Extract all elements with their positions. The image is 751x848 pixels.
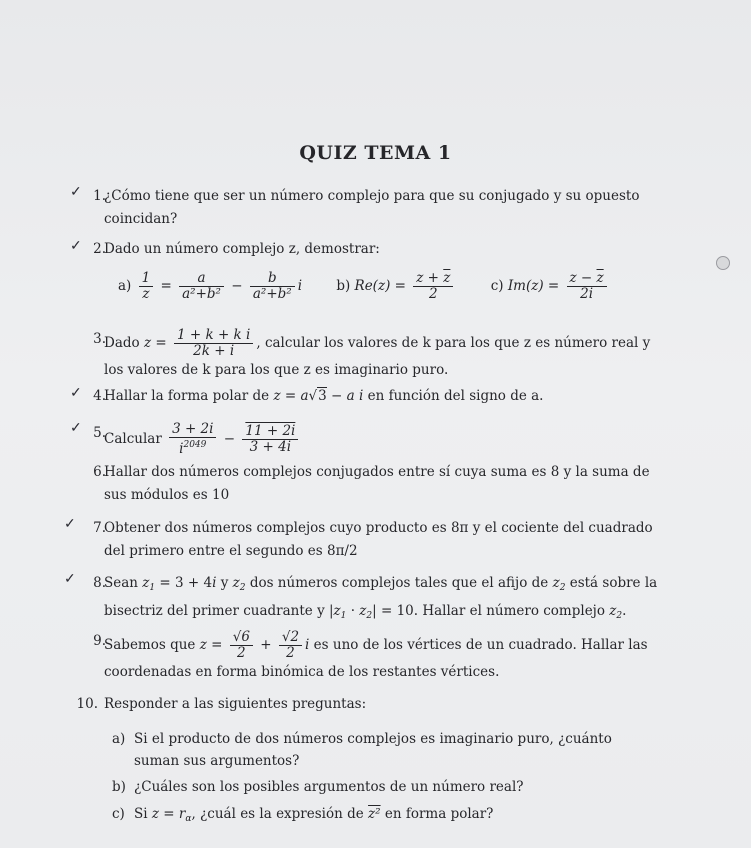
question-text: Hallar dos números complejos conjugados entre sí cuya suma es 8 y la suma de sus módulos es 10 bbox=[104, 464, 650, 503]
question-10 bbox=[76, 693, 658, 716]
question-7 bbox=[84, 517, 658, 563]
question-10-item-a bbox=[112, 728, 660, 772]
question-prefix: Sean bbox=[104, 575, 138, 591]
question-number: 9. bbox=[93, 633, 106, 649]
question-text: Dado un número complejo z, demostrar: bbox=[104, 241, 380, 257]
question-9: 9. Sabemos que z = $\frac{√6}{2}$ + $\frac{√2}{2}$ i es uno de los vértices de un cuadrado. Hallar las coordenadas en forma binómica de los restantes vértices. bbox=[84, 630, 658, 684]
question-number: 6. bbox=[93, 464, 106, 480]
question-number: 3. bbox=[93, 331, 106, 347]
question-2-parts bbox=[118, 271, 640, 302]
question-prefix: Hallar la forma polar de bbox=[104, 388, 270, 404]
checkmark-icon: ✓ bbox=[70, 420, 82, 436]
item-text: Si el producto de dos números complejos es imaginario puro, ¿cuánto suman sus argumentos? bbox=[134, 731, 612, 769]
checkmark-icon: ✓ bbox=[64, 516, 76, 532]
question-6 bbox=[84, 461, 658, 507]
part-b: b) Re(z) = $\frac{z + \overline{z}}{2}$ bbox=[336, 271, 456, 302]
question-prefix: Dado bbox=[104, 335, 140, 351]
question-text: es uno de los vértices de un cuadrado. Hallar las coordenadas en forma binómica de los restantes vértices. bbox=[104, 637, 648, 680]
item-text: ¿Cuáles son los posibles argumentos de un número real? bbox=[134, 779, 524, 795]
part-label: c) bbox=[490, 278, 504, 294]
question-prefix: Sabemos que bbox=[104, 637, 196, 653]
item-prefix: Si bbox=[134, 806, 148, 822]
question-end: Hallar el número complejo bbox=[422, 603, 605, 619]
question-number: 10. bbox=[76, 696, 98, 712]
question-2 bbox=[84, 238, 658, 261]
question-number: 7. bbox=[93, 520, 106, 536]
checkmark-icon: ✓ bbox=[70, 385, 82, 401]
part-a: a) $\frac{1}{z}$ = $\frac{a}{\text{a²+b²}}$ − $\frac{b}{\text{a²+b²}}$ i bbox=[118, 270, 303, 302]
item-suffix: en forma polar? bbox=[384, 806, 494, 822]
punch-hole bbox=[716, 256, 730, 270]
question-3: 3. Dado z = $\frac{\text{1 + k + k i}}{2k + i}$ , calcular los valores de k para los que z es número real y los valores de k para los que z es imaginario puro. bbox=[84, 328, 658, 382]
item-mid: ¿cuál es la expresión de bbox=[200, 806, 364, 822]
question-10-item-b bbox=[112, 776, 660, 798]
item-label: c) bbox=[112, 806, 125, 822]
question-number: 4. bbox=[93, 388, 106, 404]
question-text: Obtener dos números complejos cuyo producto es 8π y el cociente del cuadrado del primero entre el segundo es 8π/2 bbox=[104, 520, 653, 559]
question-suffix: en función del signo de a. bbox=[367, 388, 544, 404]
question-mid: dos números complejos tales que el afijo de bbox=[249, 575, 549, 591]
question-text: Responder a las siguientes preguntas: bbox=[104, 696, 367, 712]
question-8: 8. Sean $z_1 = 3 + 4i$ y $z_2$ dos números complejos tales que el afijo de $z_2$ está sobre la bisectriz del primer cuadrante y $|z_1 \cdot z_2| = 10$. Hallar el número complejo $z_2$. bbox=[84, 572, 658, 628]
question-text: ¿Cómo tiene que ser un número complejo para que su conjugado y su opuesto coincidan? bbox=[104, 188, 640, 227]
part-c: c) Im(z) = $\frac{z - \overline{z}}{2i}$ bbox=[491, 271, 610, 302]
question-number: 2. bbox=[93, 241, 106, 257]
checkmark-icon: ✓ bbox=[70, 184, 82, 200]
part-label: a) bbox=[118, 278, 132, 294]
question-post: está sobre la bisectriz del primer cuadrante y bbox=[104, 575, 658, 619]
question-text: calcular los valores de k para los que z es número real y los valores de k para los que z es imaginario puro. bbox=[104, 335, 651, 378]
question-1 bbox=[84, 185, 658, 231]
question-number: 5. bbox=[93, 425, 106, 441]
question-number: 1. bbox=[93, 188, 106, 204]
question-10-item-c: c) Si $z = r_\alpha$, ¿cuál es la expresión de z² en forma polar? bbox=[120, 803, 660, 830]
question-4: 4. Hallar la forma polar de z = a√3 − a i en función del signo de a. bbox=[84, 385, 658, 408]
checkmark-icon: ✓ bbox=[64, 571, 76, 587]
question-5: 5. Calcular $\frac{3 + 2i}{i^{2049}}$ − $\frac{11 + 2i}{3 + 4i}$ bbox=[84, 422, 658, 457]
item-label: b) bbox=[112, 779, 126, 795]
question-prefix: Calcular bbox=[104, 431, 162, 447]
question-number: 8. bbox=[93, 575, 106, 591]
part-label: b) bbox=[336, 278, 351, 294]
checkmark-icon: ✓ bbox=[70, 238, 82, 254]
page-title: QUIZ TEMA 1 bbox=[299, 142, 452, 164]
item-label: a) bbox=[112, 731, 126, 747]
